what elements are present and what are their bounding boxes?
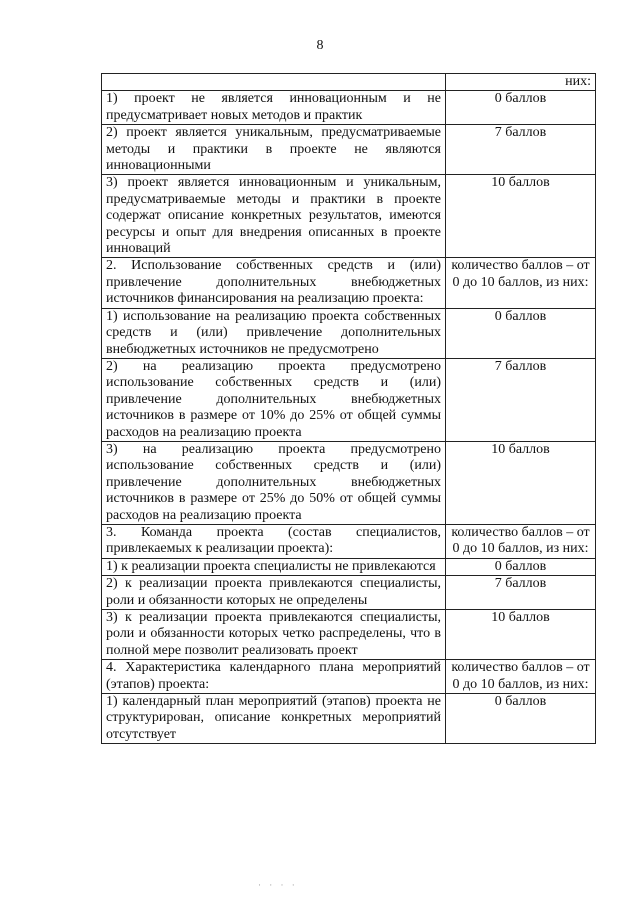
row-description: 1) использование на реализацию проекта собственных средств и (или) привлечение дополнительных внебюджетных источников не предусмотрено xyxy=(102,308,446,358)
row-description: 1) проект не является инновационным и не предусматривает новых методов и практик xyxy=(102,91,446,125)
row-score: 0 баллов xyxy=(446,694,596,744)
option-row xyxy=(102,558,596,575)
row-description: 2) проект является уникальным, предусматриваемые методы и практики в проекте не являются инновационными xyxy=(102,125,446,175)
criterion-row xyxy=(102,258,596,308)
row-description xyxy=(102,74,446,91)
row-description: 4. Характеристика календарного плана мероприятий (этапов) проекта: xyxy=(102,660,446,694)
option-row xyxy=(102,308,596,358)
option-row xyxy=(102,175,596,258)
row-description: 3) к реализации проекта привлекаются специалисты, роли и обязанности которых четко распределены, что в полной мере позволит реализовать проект xyxy=(102,610,446,660)
row-description: 2) на реализацию проекта предусмотрено использование собственных средств и (или) привлечение дополнительных внебюджетных источников в размере от 10% до 25% от общей суммы расходов на реализацию проекта xyxy=(102,358,446,441)
row-description: 2. Использование собственных средств и (или) привлечение дополнительных внебюджетных источников финансирования на реализацию проекта: xyxy=(102,258,446,308)
row-score: 7 баллов xyxy=(446,125,596,175)
option-row xyxy=(102,125,596,175)
scan-artifact: · · · · xyxy=(258,880,298,890)
row-description: 3) на реализацию проекта предусмотрено использование собственных средств и (или) привлечение дополнительных внебюджетных источников в размере от 25% до 50% от общей суммы расходов на реализацию проекта xyxy=(102,441,446,524)
option-row xyxy=(102,694,596,744)
option-row xyxy=(102,576,596,610)
row-score: количество баллов – от 0 до 10 баллов, из них: xyxy=(446,660,596,694)
continuation-row xyxy=(102,74,596,91)
criteria-table xyxy=(101,73,596,744)
row-description: 1) календарный план мероприятий (этапов) проекта не структурирован, описание конкретных мероприятий отсутствует xyxy=(102,694,446,744)
row-score: них: xyxy=(446,74,596,91)
row-score: 7 баллов xyxy=(446,576,596,610)
row-score: количество баллов – от 0 до 10 баллов, из них: xyxy=(446,524,596,558)
row-score: 0 баллов xyxy=(446,91,596,125)
row-score: 0 баллов xyxy=(446,308,596,358)
option-row xyxy=(102,358,596,441)
row-score: 10 баллов xyxy=(446,175,596,258)
row-score: 0 баллов xyxy=(446,558,596,575)
row-score: количество баллов – от 0 до 10 баллов, из них: xyxy=(446,258,596,308)
row-description: 1) к реализации проекта специалисты не привлекаются xyxy=(102,558,446,575)
row-description: 2) к реализации проекта привлекаются специалисты, роли и обязанности которых не определены xyxy=(102,576,446,610)
row-score: 7 баллов xyxy=(446,358,596,441)
option-row xyxy=(102,610,596,660)
criterion-row xyxy=(102,660,596,694)
page-number: 8 xyxy=(316,38,324,53)
option-row xyxy=(102,441,596,524)
criterion-row xyxy=(102,524,596,558)
row-description: 3) проект является инновационным и уникальным, предусматриваемые методы и практики в проекте содержат описание конкретных результатов, имеются ресурсы и опыт для внедрения описанных в проекте инноваций xyxy=(102,175,446,258)
row-score: 10 баллов xyxy=(446,441,596,524)
option-row xyxy=(102,91,596,125)
row-score: 10 баллов xyxy=(446,610,596,660)
criteria-table-body xyxy=(102,74,596,744)
row-description: 3. Команда проекта (состав специалистов, привлекаемых к реализации проекта): xyxy=(102,524,446,558)
